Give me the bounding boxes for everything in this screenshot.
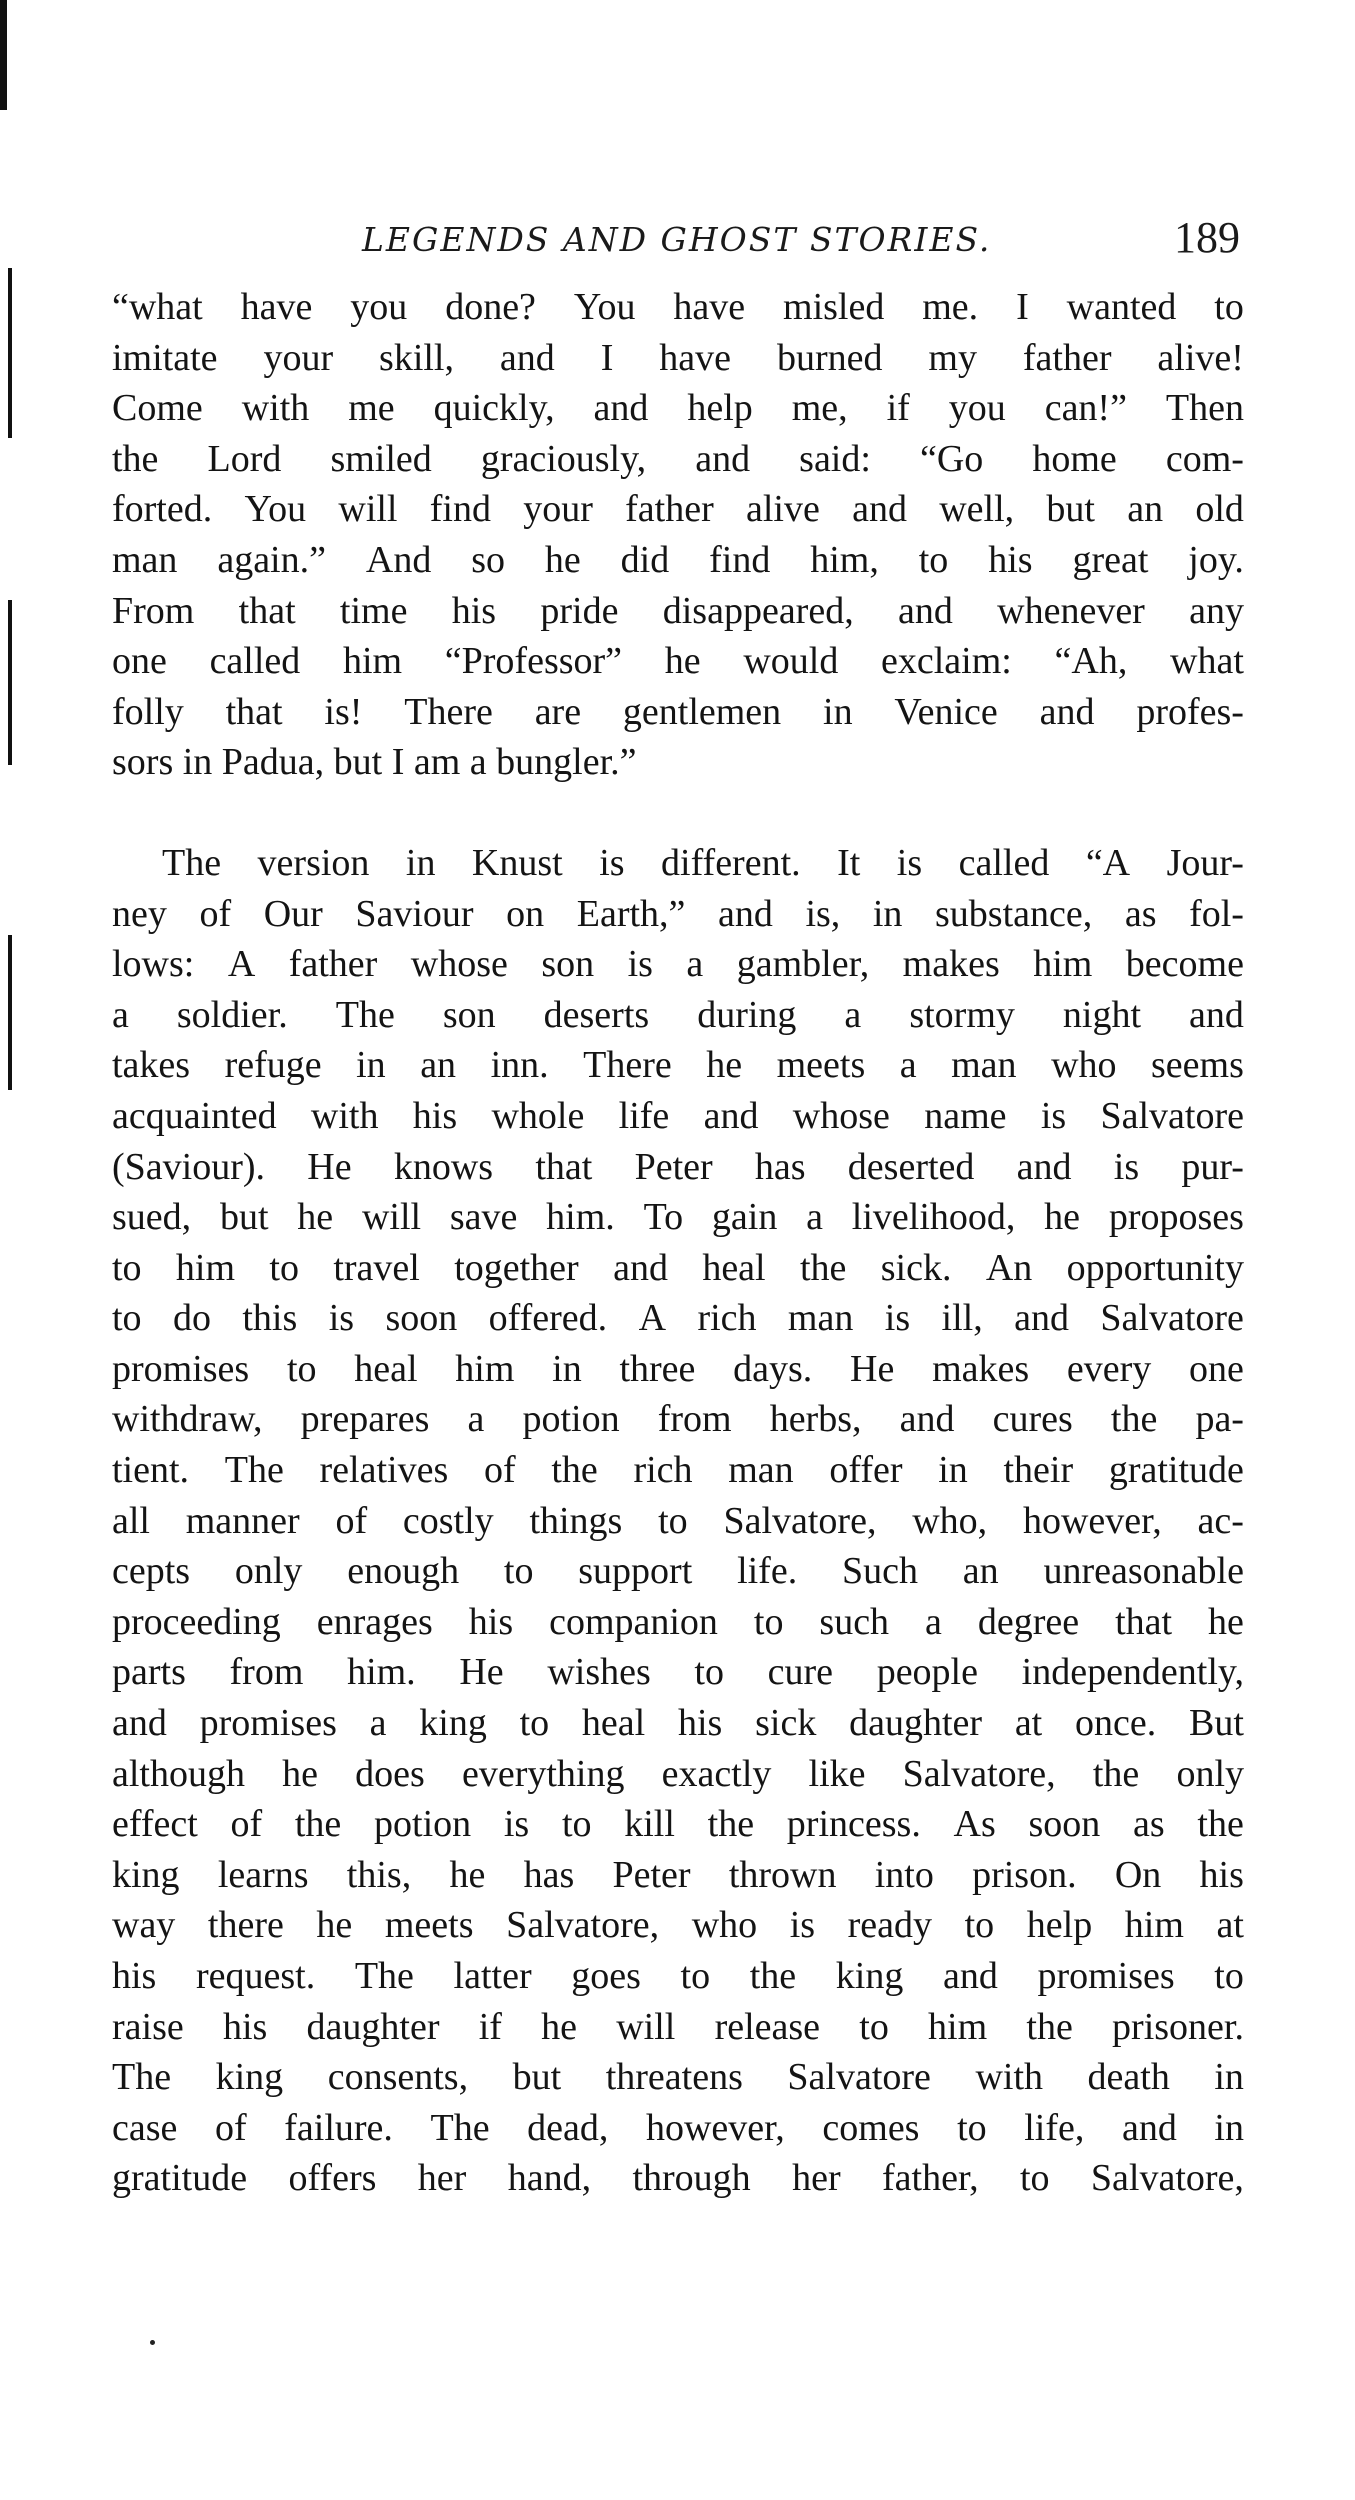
text-line: promises to heal him in three days. He makes every one <box>112 1347 1244 1390</box>
text-line: all manner of costly things to Salvatore, who, however, ac- <box>112 1499 1244 1542</box>
text-line: folly that is! There are gentlemen in Venice and profes- <box>112 690 1244 733</box>
text-line: and promises a king to heal his sick daughter at once. But <box>112 1702 1244 1745</box>
text-line: raise his daughter if he will release to him the prisoner. <box>112 2005 1244 2048</box>
text-line: effect of the potion is to kill the princess. As soon as the <box>112 1803 1244 1846</box>
text-line: tient. The relatives of the rich man offer in their gratitude <box>112 1449 1244 1492</box>
text-line: case of failure. The dead, however, comes to life, and in <box>112 2106 1244 2149</box>
paragraph-1 <box>112 282 1244 788</box>
text-line: king learns this, he has Peter thrown into prison. On his <box>112 1853 1244 1896</box>
scan-speck <box>150 2340 155 2345</box>
text-line: sued, but he will save him. To gain a livelihood, he proposes <box>112 1196 1244 1239</box>
text-line: his request. The latter goes to the king and promises to <box>112 1955 1244 1997</box>
text-line: cepts only enough to support life. Such an unreasonable <box>112 1550 1244 1593</box>
text-line: although he does everything exactly like Salvatore, the only <box>112 1752 1244 1795</box>
text-line: imitate your skill, and I have burned my father alive! <box>112 336 1244 379</box>
scan-edge-mark <box>8 268 12 438</box>
body-text <box>112 282 1244 2204</box>
text-line: forted. You will find your father alive and well, but an old <box>112 488 1244 531</box>
text-line: to do this is soon offered. A rich man is ill, and Salvatore <box>112 1297 1244 1340</box>
running-title: LEGENDS AND GHOST STORIES. <box>362 220 992 259</box>
text-line: gratitude offers her hand, through her father, to Salvatore, <box>112 2157 1244 2200</box>
paragraph-2 <box>112 838 1244 2204</box>
text-line: The version in Knust is different. It is called “A Jour- <box>162 841 1244 884</box>
text-line: The king consents, but threatens Salvatore with death in <box>112 2056 1244 2099</box>
page-number: 189 <box>1174 213 1240 262</box>
text-line: withdraw, prepares a potion from herbs, and cures the pa- <box>112 1398 1244 1441</box>
text-line: ney of Our Saviour on Earth,” and is, in substance, as fol- <box>112 892 1244 935</box>
text-line: one called him “Professor” he would exclaim: “Ah, what <box>112 640 1244 683</box>
text-line: to him to travel together and heal the sick. An opportunity <box>112 1246 1244 1289</box>
text-line: the Lord smiled graciously, and said: “Go home com- <box>112 437 1244 480</box>
page-header <box>122 212 1240 268</box>
text-line: a soldier. The son deserts during a stormy night and <box>112 993 1244 1036</box>
text-line: lows: A father whose son is a gambler, makes him become <box>112 943 1244 986</box>
text-line: parts from him. He wishes to cure people independently, <box>112 1651 1244 1694</box>
text-line: man again.” And so he did find him, to his great joy. <box>112 538 1244 581</box>
scan-edge-mark <box>0 0 7 110</box>
scan-edge-mark <box>8 600 12 765</box>
text-line: Come with me quickly, and help me, if you can!” Then <box>112 387 1244 430</box>
text-line: (Saviour). He knows that Peter has deserted and is pur- <box>112 1145 1244 1188</box>
text-line: From that time his pride disappeared, and whenever any <box>112 589 1244 632</box>
text-line: way there he meets Salvatore, who is ready to help him at <box>112 1904 1244 1947</box>
text-line: “what have you done? You have misled me. I wanted to <box>112 286 1244 328</box>
text-line: sors in Padua, but I am a bungler.” <box>112 741 637 784</box>
text-line: acquainted with his whole life and whose name is Salvatore <box>112 1094 1244 1137</box>
scan-edge-mark <box>8 935 12 1090</box>
text-line: proceeding enrages his companion to such a degree that he <box>112 1600 1244 1643</box>
text-line: takes refuge in an inn. There he meets a man who seems <box>112 1044 1244 1087</box>
